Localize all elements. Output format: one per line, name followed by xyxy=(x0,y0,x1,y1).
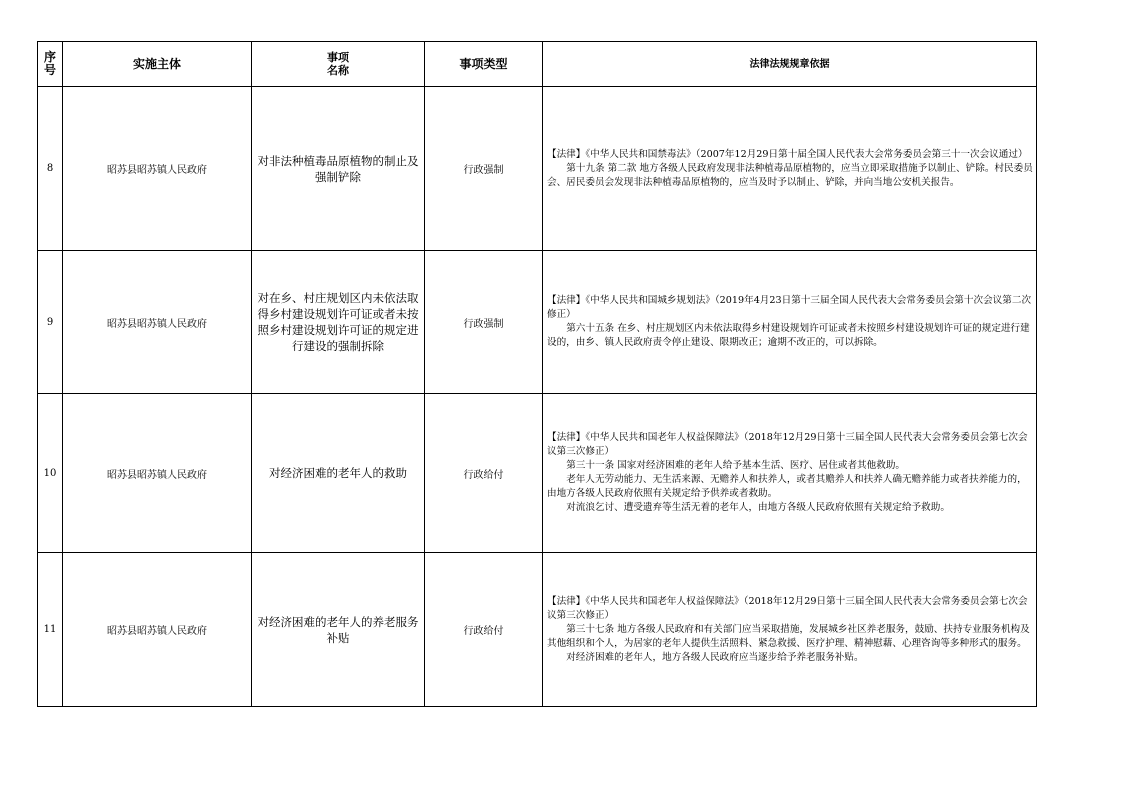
row-item-type: 行政强制 xyxy=(425,251,543,394)
row-item-name: 对经济困难的老年人的救助 xyxy=(252,394,425,553)
basis-article: 第六十五条 在乡、村庄规划区内未依法取得乡村建设规划许可证或者未按照乡村建设规划许可证的规定进行建设的，由乡、镇人民政府责令停止建设、限期改正；逾期不改正的，可以拆除。 xyxy=(547,323,1030,348)
header-legal-basis: 法律法规规章依据 xyxy=(543,42,1037,87)
header-item-name-top: 事项 xyxy=(327,51,349,64)
row-item-name: 对在乡、村庄规划区内未依法取得乡村建设规划许可证或者未按照乡村建设规划许可证的规定进行建设的强制拆除 xyxy=(252,251,425,394)
header-item-name-bottom: 名称 xyxy=(327,64,349,77)
row-subject: 昭苏县昭苏镇人民政府 xyxy=(63,87,252,251)
row-item-name: 对经济困难的老年人的养老服务补贴 xyxy=(252,553,425,707)
basis-article: 第三十七条 地方各级人民政府和有关部门应当采取措施，发展城乡社区养老服务，鼓励、扶持专业服务机构及其他组织和个人，为居家的老年人提供生活照料、紧急救援、医疗护理、精神慰藉、心理咨询等多种形式的服务。 xyxy=(547,623,1030,649)
row-seq: 8 xyxy=(38,87,63,251)
row-legal-basis xyxy=(543,553,1037,707)
table-row xyxy=(38,87,1037,251)
row-subject: 昭苏县昭苏镇人民政府 xyxy=(63,394,252,553)
header-item-type: 事项类型 xyxy=(425,42,543,87)
basis-article: 对流浪乞讨、遭受遗弃等生活无着的老年人，由地方各级人民政府依照有关规定给予救助。 xyxy=(566,502,950,513)
row-item-type: 行政强制 xyxy=(425,87,543,251)
table-row xyxy=(38,394,1037,553)
basis-article: 老年人无劳动能力、无生活来源、无赡养人和扶养人，或者其赡养人和扶养人确无赡养能力或者扶养能力的，由地方各级人民政府依照有关规定给予供养或者救助。 xyxy=(547,474,1027,499)
enforcement-items-table xyxy=(37,41,1037,707)
header-row xyxy=(38,42,1037,87)
header-seq-top: 序 xyxy=(43,50,56,64)
row-seq: 11 xyxy=(38,553,63,707)
header-item-name xyxy=(252,42,425,87)
row-subject: 昭苏县昭苏镇人民政府 xyxy=(63,251,252,394)
row-legal-basis xyxy=(543,394,1037,553)
table-row xyxy=(38,553,1037,707)
basis-source: 【法律】《中华人民共和国城乡规划法》（2019年4月23日第十三届全国人民代表大会常务委员会第十次会议第二次修正） xyxy=(547,295,1032,320)
row-legal-basis xyxy=(543,251,1037,394)
basis-source: 【法律】《中华人民共和国禁毒法》（2007年12月29日第十届全国人民代表大会常务委员会第三十一次会议通过） xyxy=(547,148,1028,160)
row-seq: 10 xyxy=(38,394,63,553)
basis-source: 【法律】《中华人民共和国老年人权益保障法》（2018年12月29日第十三届全国人民代表大会常务委员会第七次会议第三次修正） xyxy=(547,432,1028,457)
row-item-type: 行政给付 xyxy=(425,553,543,707)
row-legal-basis xyxy=(543,87,1037,251)
row-item-name: 对非法种植毒品原植物的制止及强制铲除 xyxy=(252,87,425,251)
row-item-type: 行政给付 xyxy=(425,394,543,553)
header-subject: 实施主体 xyxy=(63,42,252,87)
row-seq: 9 xyxy=(38,251,63,394)
table-row xyxy=(38,251,1037,394)
row-subject: 昭苏县昭苏镇人民政府 xyxy=(63,553,252,707)
header-seq xyxy=(38,42,63,87)
basis-article: 对经济困难的老年人，地方各级人民政府应当逐步给予养老服务补贴。 xyxy=(566,651,864,663)
basis-article: 第三十一条 国家对经济困难的老年人给予基本生活、医疗、居住或者其他救助。 xyxy=(566,460,906,471)
basis-source: 【法律】《中华人民共和国老年人权益保障法》（2018年12月29日第十三届全国人民代表大会常务委员会第七次会议第三次修正） xyxy=(547,595,1028,621)
basis-article: 第十九条 第二款 地方各级人民政府发现非法种植毒品原植物的，应当立即采取措施予以制止、铲除。村民委员会、居民委员会发现非法种植毒品原植物的，应当及时予以制止、铲除，并向当地公安机关报告。 xyxy=(547,162,1033,188)
header-seq-bottom: 号 xyxy=(43,63,56,77)
